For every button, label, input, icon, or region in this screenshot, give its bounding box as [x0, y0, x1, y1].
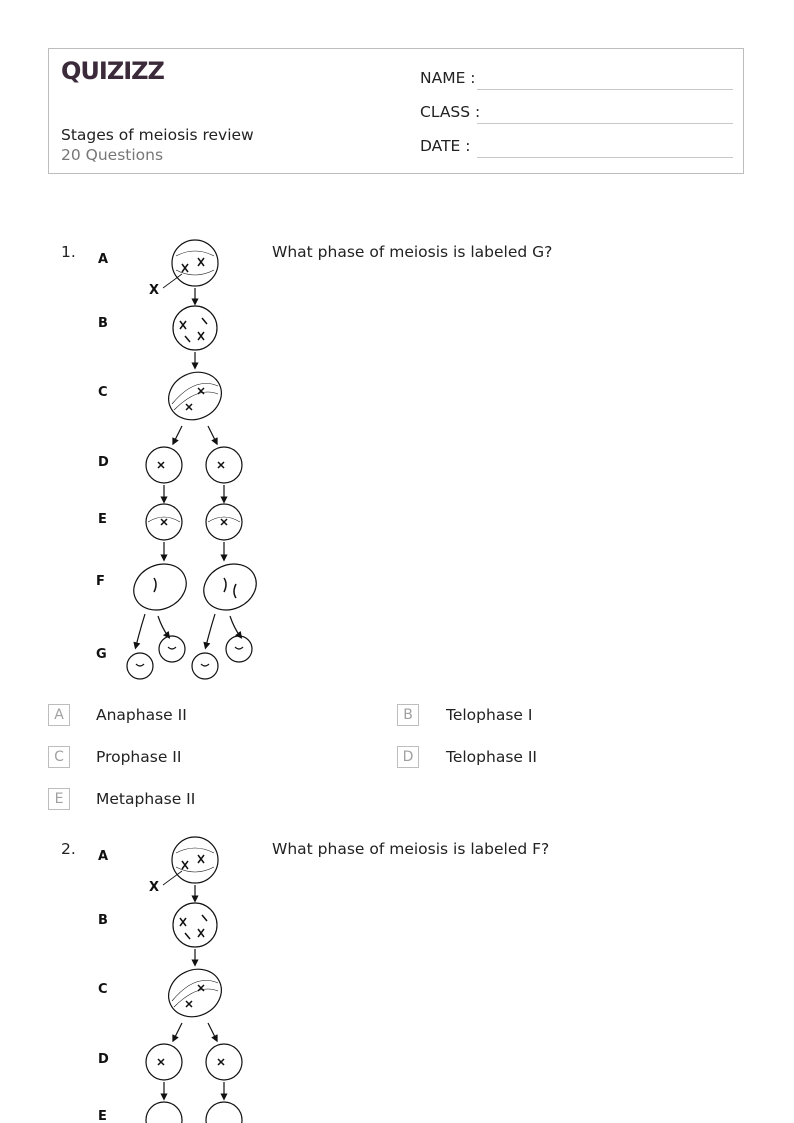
- question-text: What phase of meiosis is labeled F?: [272, 840, 550, 858]
- class-line[interactable]: [477, 123, 733, 124]
- option-d-box[interactable]: D: [397, 746, 419, 768]
- question-text: What phase of meiosis is labeled G?: [272, 243, 553, 261]
- stage-label-a: A: [98, 252, 109, 267]
- option-a-text: Anaphase II: [96, 706, 187, 724]
- stage-label-c: C: [98, 385, 108, 400]
- label-x: X: [149, 283, 160, 298]
- stage-label-d: D: [98, 455, 109, 470]
- stage-label-b: B: [98, 316, 108, 331]
- date-line[interactable]: [477, 157, 733, 158]
- stage-label-d: D: [98, 1052, 109, 1067]
- option-e-box[interactable]: E: [48, 788, 70, 810]
- stage-label-f: F: [96, 574, 105, 589]
- option-b-text: Telophase I: [446, 706, 533, 724]
- stage-label-e: E: [98, 1109, 107, 1123]
- name-line[interactable]: [477, 89, 733, 90]
- option-d-text: Telophase II: [446, 748, 538, 766]
- question-count: 20 Questions: [61, 146, 164, 164]
- question-number: 2.: [61, 840, 76, 858]
- worksheet-header: [48, 48, 744, 174]
- worksheet-title: Stages of meiosis review: [61, 126, 254, 144]
- name-label: NAME :: [420, 69, 476, 87]
- stage-label-g: G: [96, 647, 107, 662]
- option-b-box[interactable]: B: [397, 704, 419, 726]
- label-x: X: [149, 880, 160, 895]
- meiosis-diagram: [90, 236, 265, 686]
- class-label: CLASS :: [420, 103, 481, 121]
- meiosis-diagram-2: [90, 833, 265, 1123]
- question-number: 1.: [61, 243, 76, 261]
- quizizz-logo: QUIZIZZ: [61, 57, 164, 85]
- date-label: DATE :: [420, 137, 471, 155]
- stage-label-c: C: [98, 982, 108, 997]
- option-c-text: Prophase II: [96, 748, 182, 766]
- option-e-text: Metaphase II: [96, 790, 196, 808]
- option-c-box[interactable]: C: [48, 746, 70, 768]
- option-a-box[interactable]: A: [48, 704, 70, 726]
- stage-label-a: A: [98, 849, 109, 864]
- stage-label-b: B: [98, 913, 108, 928]
- stage-label-e: E: [98, 512, 107, 527]
